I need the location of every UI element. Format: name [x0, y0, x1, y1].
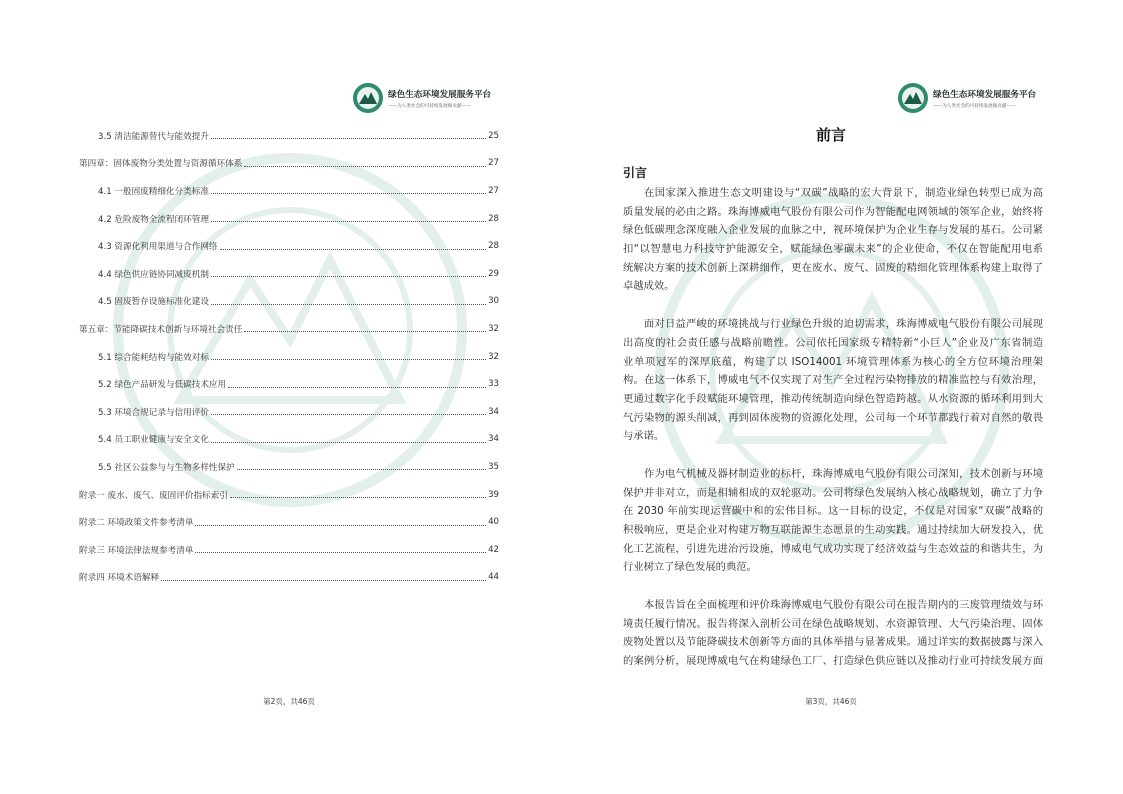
- toc-entry-label: 4.2 危险废物全流程闭环管理: [98, 214, 209, 225]
- toc-leader-dots: [161, 580, 486, 581]
- toc-entry-label: 第四章：固体废物分类处置与资源循环体系: [79, 159, 243, 170]
- toc-entry[interactable]: [79, 315, 499, 343]
- toc-entry-label: 4.5 固废暂存设施标准化建设: [98, 297, 209, 308]
- toc-leader-dots: [220, 249, 487, 250]
- paragraph-line: 本报告旨在全面梳理和评价珠海博威电气股份有限公司在报告期内的三废管理绩效与环: [644, 599, 1043, 612]
- toc-entry-page: 39: [488, 489, 499, 500]
- toc-entry-label: 附录四 环境术语解释: [79, 573, 160, 584]
- paragraph-line: 废物处置以及节能降碳技术创新等方面的具体举措与显著成果。通过详实的数据披露与深入: [623, 636, 1043, 649]
- toc-entry[interactable]: [79, 122, 499, 150]
- paragraph-line: 积极响应，更是企业对构建万物互联能源生态愿景的生动实践。通过持续加大研发投入，优: [623, 524, 1043, 536]
- toc-leader-dots: [211, 221, 486, 222]
- paragraph-line: 作为电气机械及器材制造业的标杆，珠海博威电气股份有限公司深知，技术创新与环境: [644, 467, 1043, 480]
- paragraph-line: 的案例分析，展现博威电气在构建绿色工厂、打造绿色供应链以及推动行业可持续发展方面: [623, 655, 1043, 668]
- toc-entry-label: 附录三 环境法律法规参考清单: [79, 545, 194, 556]
- paragraph-line: 境责任履行情况。报告将深入剖析公司在绿色战略规划、水资源管理、大气污染治理、固体: [623, 617, 1043, 630]
- paragraph-line: 扣“以智慧电力科技守护能源安全，赋能绿色零碳未来”的企业使命，不仅在智能配用电系: [623, 243, 1043, 256]
- toc-entry-page: 28: [488, 213, 499, 224]
- paragraph-line: 与承诺。: [623, 430, 665, 443]
- platform-name: 绿色生态环境发展服务平台: [388, 89, 492, 100]
- seal-logo-icon: [897, 82, 929, 114]
- toc-entry-label: 5.3 环境合规记录与信用评价: [98, 407, 209, 418]
- toc-entry[interactable]: [79, 453, 499, 481]
- toc-entry[interactable]: [79, 260, 499, 288]
- paragraph-line: 更通过数字化手段赋能环境管理，推动传统制造向绿色智造跨越。从水资源的循环利用到大: [623, 392, 1043, 405]
- toc-entry-page: 32: [488, 323, 499, 334]
- preface-body: [623, 184, 1043, 690]
- paragraph-line: 卓越成效。: [623, 280, 675, 293]
- paragraph-line: 在 2030 年前实现运营碳中和的宏伟目标。这一目标的设定，不仅是对国家“双碳”战略的: [623, 505, 1043, 518]
- toc-leader-dots: [211, 304, 486, 305]
- toc-leader-dots: [244, 331, 486, 332]
- toc-entry[interactable]: [79, 564, 499, 592]
- toc-entry-label: 4.3 资源化利用渠道与合作网络: [98, 242, 218, 253]
- toc-leader-dots: [211, 276, 486, 277]
- page-footer: 第3页，共46页: [805, 697, 857, 706]
- toc-entry-label: 附录一 废水、废气、废固评价指标索引: [79, 490, 228, 501]
- toc-entry-label: 4.1 一般固废精细化分类标准: [98, 186, 209, 197]
- paragraph-line: 统解决方案的技术创新上深耕细作，更在废水、废气、固废的精细化管理体系构建上取得了: [623, 261, 1043, 274]
- paragraph-line: 气污染物的源头削减，再到固体废物的资源化处理，公司每一个环节都践行着对自然的敬畏: [623, 411, 1043, 424]
- toc-leader-dots: [211, 193, 486, 194]
- toc-leader-dots: [211, 138, 486, 139]
- paragraph-line: 绿色低碳理念深度融入企业发展的血脉之中，视环境保护为企业生存与发展的基石。公司紧: [623, 224, 1043, 237]
- paragraph-line: 质量发展的必由之路。珠海博威电气股份有限公司作为智能配电网领域的领军企业，始终将: [623, 205, 1043, 218]
- platform-name: 绿色生态环境发展服务平台: [933, 89, 1037, 100]
- toc-leader-dots: [195, 525, 486, 526]
- toc-leader-dots: [228, 387, 486, 388]
- paragraph-line: 在国家深入推进生态文明建设与“双碳”战略的宏大背景下，制造业绿色转型已成为高: [644, 187, 1043, 199]
- toc-leader-dots: [230, 497, 486, 498]
- toc-entry-page: 28: [488, 241, 499, 252]
- toc-entry-page: 27: [488, 158, 499, 169]
- paragraph-line: 化工艺流程，引进先进治污设施，博威电气成功实现了经济效益与生态效益的和谐共生，为: [623, 542, 1043, 555]
- paragraph-line: 出高度的社会责任感与战略前瞻性。公司依托国家级专精特新“小巨人”企业及广东省制造: [623, 336, 1043, 349]
- toc-leader-dots: [244, 166, 486, 167]
- toc-entry-page: 29: [488, 268, 499, 279]
- toc-entry-page: 44: [488, 572, 499, 583]
- toc-entry[interactable]: [79, 508, 499, 536]
- toc-entry[interactable]: [79, 536, 499, 564]
- toc-entry-page: 27: [488, 185, 499, 196]
- toc-entry[interactable]: [79, 370, 499, 398]
- toc-entry-page: 25: [488, 130, 499, 141]
- platform-slogan: ——为人类社会的可持续发展做贡献——: [388, 103, 471, 109]
- toc-entry[interactable]: [79, 481, 499, 509]
- paragraph-line: 构。在这一体系下，博威电气不仅实现了对生产全过程污染物排放的精准监控与有效治理，: [623, 374, 1043, 387]
- toc-entry[interactable]: [79, 150, 499, 178]
- toc-leader-dots: [195, 552, 486, 553]
- toc-entry[interactable]: [79, 398, 499, 426]
- platform-logo: [897, 82, 1036, 114]
- paragraph-line: 面对日益严峻的环境挑战与行业绿色升级的迫切需求，珠海博威电气股份有限公司展现: [644, 318, 1043, 331]
- section-heading: 引言: [623, 166, 648, 180]
- seal-logo-icon: [352, 82, 384, 114]
- toc-entry[interactable]: [79, 205, 499, 233]
- toc-entry-page: 42: [488, 544, 499, 555]
- toc-entry-page: 34: [488, 406, 499, 417]
- paragraph: [623, 315, 1043, 446]
- paragraph-line: 行业树立了绿色发展的典范。: [623, 561, 757, 574]
- toc-entry[interactable]: [79, 288, 499, 316]
- toc-leader-dots: [211, 414, 486, 415]
- page-footer: 第2页，共46页: [263, 697, 315, 706]
- toc-entry[interactable]: [79, 177, 499, 205]
- page-3: [562, 0, 1123, 794]
- toc-entry[interactable]: [79, 232, 499, 260]
- toc-entry-page: 40: [488, 517, 499, 528]
- table-of-contents: [79, 122, 499, 591]
- toc-entry-label: 4.4 绿色供应链协同减废机制: [98, 269, 209, 280]
- toc-entry-page: 35: [488, 461, 499, 472]
- toc-entry-label: 第五章：节能降碳技术创新与环境社会责任: [79, 324, 243, 335]
- toc-entry-page: 30: [488, 296, 499, 307]
- page-title: 前言: [815, 126, 846, 144]
- platform-logo: [352, 82, 491, 114]
- toc-leader-dots: [237, 469, 486, 470]
- toc-entry[interactable]: [79, 343, 499, 371]
- toc-entry-page: 33: [488, 379, 499, 390]
- toc-entry-label: 附录二 环境政策文件参考清单: [79, 518, 194, 529]
- toc-entry[interactable]: [79, 426, 499, 454]
- toc-entry-page: 34: [488, 434, 499, 445]
- paragraph-line: 业单项冠军的深厚底蕴，构建了以 ISO14001 环境管理体系为核心的全方位环境治理架: [623, 355, 1043, 368]
- page-2: [0, 0, 561, 794]
- toc-leader-dots: [211, 359, 486, 360]
- toc-entry-label: 3.5 清洁能源替代与能效提升: [98, 131, 209, 142]
- paragraph: [623, 184, 1043, 296]
- toc-leader-dots: [211, 442, 486, 443]
- paragraph-line: 保护并非对立，而是相辅相成的双轮驱动。公司将绿色发展纳入核心战略规划，确立了力争: [623, 486, 1043, 499]
- paragraph: [623, 465, 1043, 577]
- toc-entry-page: 32: [488, 351, 499, 362]
- toc-entry-label: 5.2 绿色产品研发与低碳技术应用: [98, 380, 227, 391]
- toc-entry-label: 5.4 员工职业健康与安全文化: [98, 435, 209, 446]
- paragraph: [623, 596, 1043, 671]
- platform-slogan: ——为人类社会的可持续发展做贡献——: [933, 103, 1016, 109]
- toc-entry-label: 5.1 综合能耗结构与能效对标: [98, 352, 209, 363]
- toc-entry-label: 5.5 社区公益参与与生物多样性保护: [98, 462, 235, 473]
